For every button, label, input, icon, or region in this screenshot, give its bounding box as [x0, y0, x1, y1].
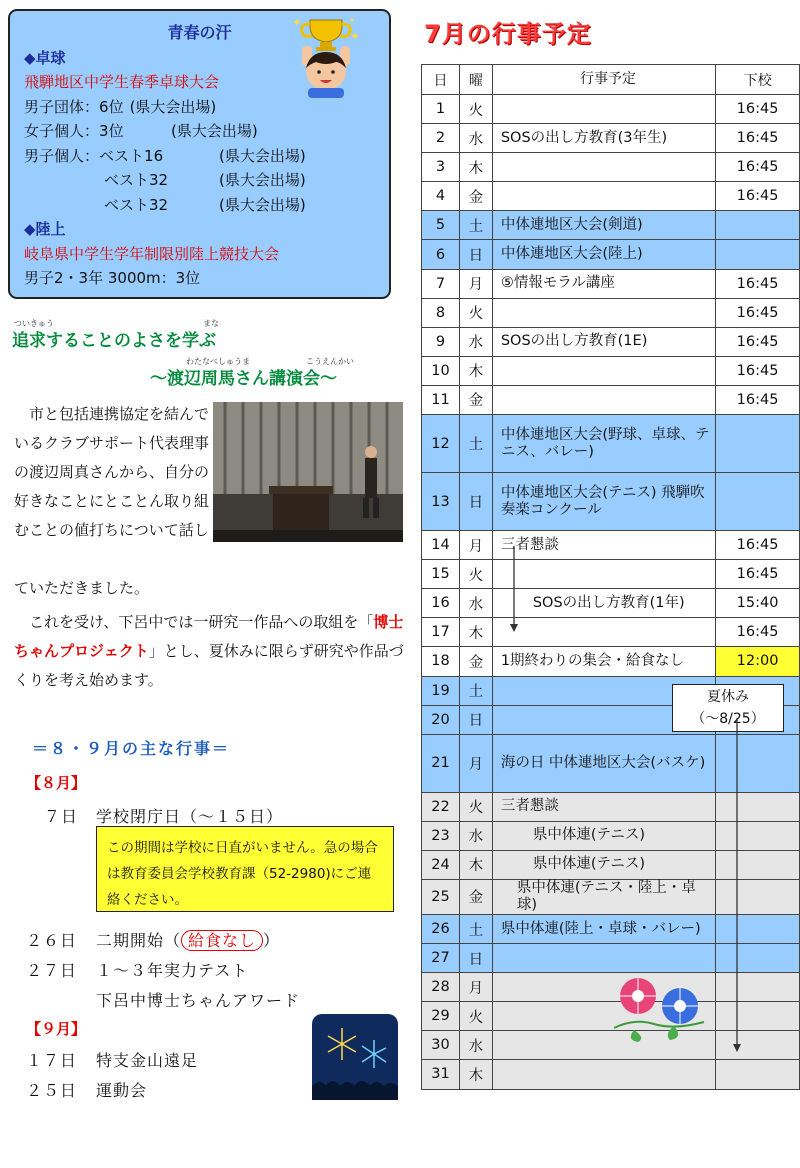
- event-text: 学校閉庁日（～１５日）: [96, 807, 284, 826]
- weekday-cell: 日: [459, 473, 492, 531]
- lecture-photo: [213, 402, 403, 542]
- calendar-row: [422, 298, 800, 327]
- day-cell: 25: [422, 879, 460, 914]
- event-day: １７日: [26, 1051, 78, 1070]
- event-cell: [492, 95, 715, 124]
- calendar-row: [422, 182, 800, 211]
- header-dismissal: 下校: [716, 65, 800, 95]
- dismissal-cell: 16:45: [716, 327, 800, 356]
- day-cell: 14: [422, 531, 460, 560]
- event-cell: 1期終わりの集会・給食なし: [492, 647, 715, 676]
- event-cell: 中体連地区大会(陸上): [492, 240, 715, 269]
- dismissal-cell: 16:45: [716, 153, 800, 182]
- day-cell: 3: [422, 153, 460, 182]
- event-cell: 中体連地区大会(テニス) 飛騨吹奏楽コンクール: [492, 473, 715, 531]
- vacation-title: 夏休み: [707, 689, 749, 705]
- result-note: (県大会出場): [219, 171, 306, 189]
- dismissal-cell: [716, 944, 800, 973]
- day-cell: 1: [422, 95, 460, 124]
- event-text: 二期開始（ 給食なし ）: [96, 931, 281, 950]
- result-note: (県大会出場): [171, 122, 258, 140]
- calendar-row: [422, 240, 800, 269]
- dismissal-cell: 16:45: [716, 124, 800, 153]
- dismissal-cell: 16:45: [716, 95, 800, 124]
- day-cell: 19: [422, 676, 460, 705]
- day-cell: 10: [422, 356, 460, 385]
- dismissal-cell: 16:45: [716, 560, 800, 589]
- dismissal-cell: 16:45: [716, 385, 800, 414]
- header-weekday: 曜: [459, 65, 492, 95]
- weekday-cell: 木: [459, 356, 492, 385]
- weekday-cell: 金: [459, 385, 492, 414]
- dismissal-cell: 15:40: [716, 589, 800, 618]
- weekday-cell: 水: [459, 1031, 492, 1060]
- day-cell: 24: [422, 850, 460, 879]
- lecture-paragraph-2: これを受け、下呂中では一研究一作品への取組を「博士ちゃんプロジェクト」とし、夏休みに限らず研究や作品づくりを考え始めます。: [14, 613, 404, 689]
- ruby: ついきゅう: [14, 319, 54, 328]
- weekday-cell: 月: [459, 531, 492, 560]
- sports-title: 青春の汗: [167, 23, 232, 42]
- day-cell: 13: [422, 473, 460, 531]
- events-heading: ＝８・９月の主な行事＝: [32, 739, 231, 758]
- dismissal-cell: [716, 1031, 800, 1060]
- dismissal-cell: 16:45: [716, 531, 800, 560]
- calendar-row: [422, 647, 800, 676]
- event-day: ７日: [44, 807, 79, 826]
- notice-box: この期間は学校に日直がいません。急の場合は教育委員会学校教育課（52-2980)にご連絡ください。: [96, 826, 394, 912]
- header-day: 日: [422, 65, 460, 95]
- header-event: 行事予定: [492, 65, 715, 95]
- event-cell: 三者懇談: [492, 792, 715, 821]
- dismissal-cell: [716, 821, 800, 850]
- dismissal-cell: 16:45: [716, 356, 800, 385]
- weekday-cell: 日: [459, 705, 492, 734]
- weekday-cell: 木: [459, 850, 492, 879]
- result-row: [24, 168, 375, 193]
- weekday-cell: 土: [459, 914, 492, 943]
- lecture-heading: 追求することのよさを学ぶ: [12, 331, 216, 351]
- weekday-cell: 土: [459, 211, 492, 240]
- event-cell: SOSの出し方教育(1E): [492, 327, 715, 356]
- calendar-row: [422, 211, 800, 240]
- no-lunch-tag: 給食なし: [181, 930, 263, 951]
- weekday-cell: 月: [459, 973, 492, 1002]
- calendar-row: [422, 879, 800, 914]
- event-cell: [492, 182, 715, 211]
- weekday-cell: 水: [459, 589, 492, 618]
- result-label: 男子個人：ベスト16: [24, 146, 164, 165]
- calendar-row: [422, 1060, 800, 1089]
- day-cell: 23: [422, 821, 460, 850]
- calendar-row: [422, 821, 800, 850]
- table-tennis-category: ◆卓球: [24, 48, 66, 67]
- weekday-cell: 火: [459, 560, 492, 589]
- day-cell: 21: [422, 734, 460, 792]
- event-cell: [492, 385, 715, 414]
- dismissal-cell: 16:45: [716, 618, 800, 647]
- calendar-row: [422, 734, 800, 792]
- weekday-cell: 土: [459, 415, 492, 473]
- result-note: (県大会出場): [129, 97, 217, 116]
- event-cell: [492, 153, 715, 182]
- event-day: ２７日: [26, 961, 78, 980]
- result-label: 男子団体：6位: [24, 97, 124, 116]
- event-text: １～３年実力テスト: [96, 961, 249, 980]
- day-cell: 18: [422, 647, 460, 676]
- day-cell: 8: [422, 298, 460, 327]
- day-cell: 26: [422, 914, 460, 943]
- event-text: 下呂中博士ちゃんアワード: [96, 991, 301, 1010]
- event-text: 運動会: [96, 1081, 148, 1100]
- ruby: わたなべしゅうま: [186, 357, 250, 366]
- result-label: ベスト32: [104, 195, 169, 214]
- weekday-cell: 土: [459, 676, 492, 705]
- calendar-row: [422, 792, 800, 821]
- day-cell: 2: [422, 124, 460, 153]
- weekday-cell: 木: [459, 1060, 492, 1089]
- event-cell: [492, 298, 715, 327]
- dismissal-cell: [716, 914, 800, 943]
- weekday-cell: 日: [459, 944, 492, 973]
- dismissal-cell: 16:45: [716, 298, 800, 327]
- vacation-range: （～8/25）: [691, 711, 765, 727]
- result-label: 女子個人：3位: [24, 122, 124, 140]
- dismissal-cell: [716, 973, 800, 1002]
- weekday-cell: 火: [459, 298, 492, 327]
- event-cell: [492, 560, 715, 589]
- weekday-cell: 金: [459, 182, 492, 211]
- result-note: (県大会出場): [219, 195, 306, 214]
- event-day: ２５日: [26, 1081, 78, 1100]
- calendar-row: [422, 618, 800, 647]
- day-cell: 11: [422, 385, 460, 414]
- dismissal-cell: [716, 850, 800, 879]
- event-cell: 海の日 中体連地区大会(バスケ): [492, 734, 715, 792]
- project-name: 博士ちゃんプロジェクト: [14, 613, 404, 660]
- event-cell: 県中体連(テニス): [492, 850, 715, 879]
- athletics-result: 男子2・3年 3000m：3位: [24, 269, 201, 287]
- day-cell: 31: [422, 1060, 460, 1089]
- event-cell: SOSの出し方教育(3年生): [492, 124, 715, 153]
- september-label: 【９月】: [26, 1020, 87, 1038]
- day-cell: 9: [422, 327, 460, 356]
- event-cell: [492, 356, 715, 385]
- day-cell: 30: [422, 1031, 460, 1060]
- event-cell: 県中体連(テニス): [492, 821, 715, 850]
- ruby: こうえんかい: [306, 357, 354, 366]
- day-cell: 22: [422, 792, 460, 821]
- result-note: (県大会出場): [219, 146, 306, 165]
- result-row: [24, 193, 375, 218]
- weekday-cell: 水: [459, 327, 492, 356]
- day-cell: 4: [422, 182, 460, 211]
- dismissal-cell: [716, 734, 800, 792]
- calendar-row: [422, 385, 800, 414]
- dismissal-cell: [716, 792, 800, 821]
- dismissal-cell: 12:00: [716, 647, 800, 676]
- weekday-cell: 金: [459, 647, 492, 676]
- trophy-boy-illustration: [290, 16, 362, 98]
- weekday-cell: 金: [459, 879, 492, 914]
- weekday-cell: 水: [459, 821, 492, 850]
- dismissal-cell: 16:45: [716, 269, 800, 298]
- weekday-cell: 木: [459, 153, 492, 182]
- day-cell: 7: [422, 269, 460, 298]
- event-cell: 中体連地区大会(剣道): [492, 211, 715, 240]
- day-cell: 16: [422, 589, 460, 618]
- dismissal-cell: [716, 240, 800, 269]
- dismissal-cell: [716, 879, 800, 914]
- calendar-header-row: [422, 65, 800, 95]
- lecture-paragraph: 市と包括連携協定を結んでいるクラブサポート代表理事の渡辺周真さんから、自分の好きなことにとことん取り組むことの値打ちについて話し: [14, 405, 210, 539]
- day-cell: 27: [422, 944, 460, 973]
- day-cell: 6: [422, 240, 460, 269]
- lecture-subheading: ～渡辺周馬さん講演会～: [150, 369, 337, 389]
- day-cell: 12: [422, 415, 460, 473]
- event-cell: 県中体連(テニス・陸上・卓球): [492, 879, 715, 914]
- result-row: [24, 95, 375, 120]
- summer-vacation-label: [672, 684, 784, 732]
- event-text: 特支金山遠足: [96, 1051, 199, 1070]
- result-label: ベスト32: [104, 171, 169, 189]
- calendar-row: [422, 531, 800, 560]
- august-label: 【８月】: [26, 774, 87, 792]
- calendar-row: [422, 415, 800, 473]
- weekday-cell: 木: [459, 618, 492, 647]
- ruby: まな: [203, 319, 219, 328]
- calendar-row: [422, 914, 800, 943]
- result-row: [24, 119, 375, 144]
- calendar-row: [422, 850, 800, 879]
- event-cell: 三者懇談: [492, 531, 715, 560]
- weekday-cell: 火: [459, 95, 492, 124]
- calendar-row: [422, 473, 800, 531]
- calendar-row: [422, 356, 800, 385]
- dismissal-cell: 16:45: [716, 182, 800, 211]
- day-cell: 17: [422, 618, 460, 647]
- event-cell: [492, 1060, 715, 1089]
- athletics-event: 岐阜県中学生学年制限別陸上競技大会: [24, 244, 280, 263]
- table-tennis-event: 飛騨地区中学生春季卓球大会: [24, 73, 220, 91]
- event-day: ２６日: [26, 931, 78, 950]
- dismissal-cell: [716, 473, 800, 531]
- dismissal-cell: [716, 211, 800, 240]
- day-cell: 5: [422, 211, 460, 240]
- day-cell: 28: [422, 973, 460, 1002]
- day-cell: 15: [422, 560, 460, 589]
- result-row: [24, 144, 375, 169]
- calendar-row: [422, 269, 800, 298]
- day-cell: 20: [422, 705, 460, 734]
- lecture-paragraph-end: ていただきました。: [14, 579, 150, 597]
- weekday-cell: 火: [459, 792, 492, 821]
- calendar-title: 7月の行事予定: [424, 20, 592, 48]
- calendar-row: [422, 153, 800, 182]
- athletics-category: ◆陸上: [24, 220, 66, 238]
- dismissal-cell: [716, 1002, 800, 1031]
- calendar-row: [422, 95, 800, 124]
- event-cell: SOSの出し方教育(1年): [492, 589, 715, 618]
- dismissal-cell: [716, 1060, 800, 1089]
- weekday-cell: 火: [459, 1002, 492, 1031]
- weekday-cell: 月: [459, 269, 492, 298]
- weekday-cell: 日: [459, 240, 492, 269]
- weekday-cell: 水: [459, 124, 492, 153]
- calendar-row: [422, 327, 800, 356]
- day-cell: 29: [422, 1002, 460, 1031]
- event-cell: ⑤情報モラル講座: [492, 269, 715, 298]
- event-cell: 中体連地区大会(野球、卓球、テニス、バレー): [492, 415, 715, 473]
- calendar-row: [422, 124, 800, 153]
- fireworks-illustration: [312, 1014, 398, 1100]
- morning-glory-illustration: [604, 968, 714, 1048]
- dismissal-cell: [716, 415, 800, 473]
- weekday-cell: 月: [459, 734, 492, 792]
- july-calendar: [421, 64, 800, 1090]
- calendar-row: [422, 589, 800, 618]
- event-cell: [492, 618, 715, 647]
- calendar-row: [422, 560, 800, 589]
- event-cell: 県中体連(陸上・卓球・バレー): [492, 914, 715, 943]
